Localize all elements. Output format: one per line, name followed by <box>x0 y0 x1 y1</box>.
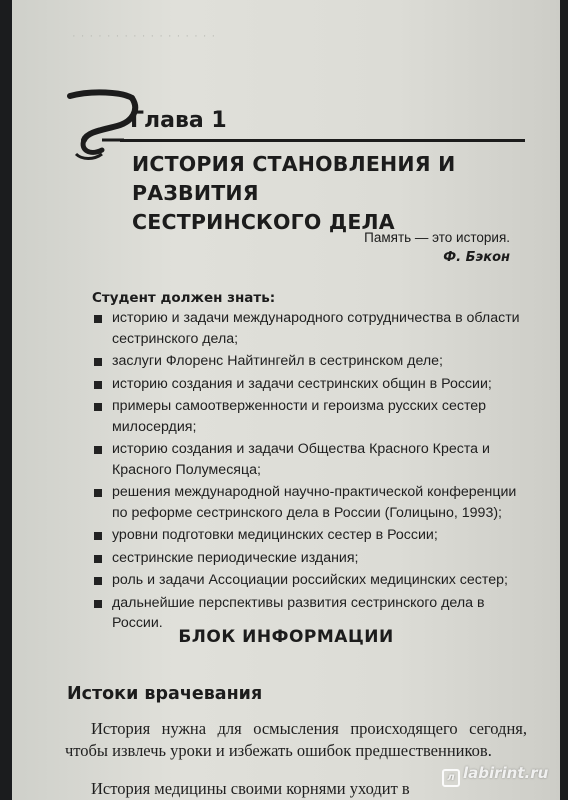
square-bullet-icon <box>94 577 102 585</box>
chapter-label: Глава 1 <box>130 108 227 133</box>
list-item: историю создания и задачи Общества Красного Креста и Красного Полумесяца; <box>90 439 530 480</box>
epigraph <box>364 228 510 268</box>
labirint-logo-icon: л <box>442 769 460 787</box>
list-item: сестринские периодические издания; <box>90 548 530 569</box>
epigraph-author: Ф. Бэкон <box>443 250 510 265</box>
list-item: роль и задачи Ассоциации российских медицинских сестер; <box>90 570 530 591</box>
square-bullet-icon <box>94 381 102 389</box>
square-bullet-icon <box>94 555 102 563</box>
square-bullet-icon <box>94 446 102 454</box>
list-item: историю и задачи международного сотрудничества в области сестринского дела; <box>90 308 530 349</box>
square-bullet-icon <box>94 532 102 540</box>
square-bullet-icon <box>94 403 102 411</box>
body-paragraph-1: История нужна для осмысления происходящего сегодня, чтобы извлечь уроки и избежать ошибок предшественников. <box>65 719 527 760</box>
epigraph-quote: Память — это история. <box>364 230 510 245</box>
bleed-through-text: · · · · · · · · · · · · · · · · · <box>72 30 217 42</box>
must-know-list <box>90 308 530 636</box>
chapter-title <box>132 150 532 237</box>
list-item: уровни подготовки медицинских сестер в России; <box>90 525 530 546</box>
list-item: примеры самоотверженности и героизма русских сестер милосердия; <box>90 396 530 437</box>
square-bullet-icon <box>94 315 102 323</box>
watermark: л labirint.ru <box>442 764 548 787</box>
square-bullet-icon <box>94 489 102 497</box>
must-know-heading: Студент должен знать: <box>92 290 276 306</box>
block-heading: БЛОК ИНФОРМАЦИИ <box>178 627 394 647</box>
body-paragraph-2: История медицины своими корнями уходит в <box>91 779 410 798</box>
list-item: заслуги Флоренс Найтингейл в сестринском деле; <box>90 351 530 372</box>
square-bullet-icon <box>94 358 102 366</box>
list-item: историю создания и задачи сестринских общин в России; <box>90 374 530 395</box>
chapter-title-line-2: СЕСТРИНСКОГО ДЕЛА <box>132 210 395 234</box>
chapter-divider <box>120 139 525 142</box>
list-item: дальнейшие перспективы развития сестринского дела в России. <box>90 593 530 634</box>
section-heading: Истоки врачевания <box>67 684 263 704</box>
list-item: решения международной научно-практической конференции по реформе сестринского дела в России (Голицыно, 1993); <box>90 482 530 523</box>
square-bullet-icon <box>94 600 102 608</box>
chapter-title-line-1: ИСТОРИЯ СТАНОВЛЕНИЯ И РАЗВИТИЯ <box>132 152 456 205</box>
book-page <box>12 0 560 800</box>
